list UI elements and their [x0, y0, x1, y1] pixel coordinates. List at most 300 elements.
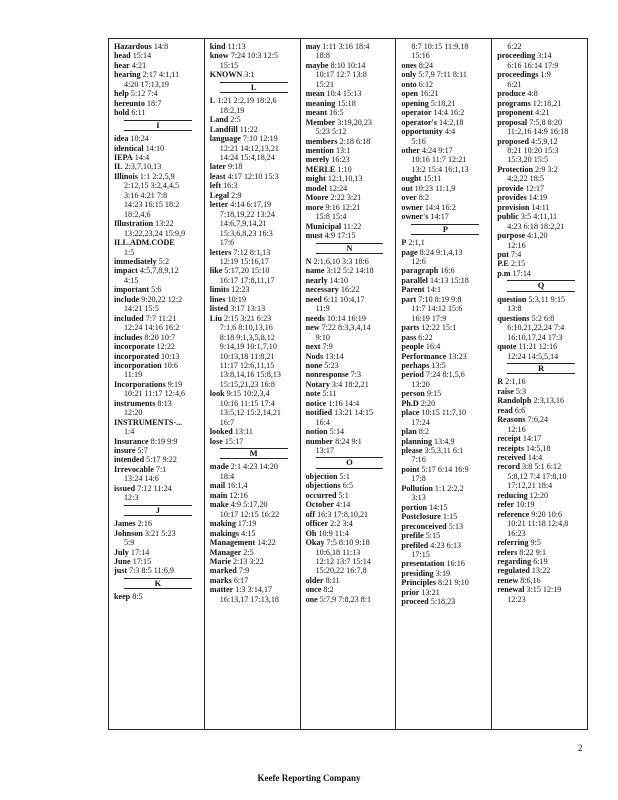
index-refs: 3:15 12:19	[526, 585, 562, 595]
index-entry	[401, 61, 489, 70]
index-refs: 4:20 17:13,19	[124, 79, 169, 89]
index-continuation	[401, 304, 489, 313]
index-refs: 4:23 6:13	[430, 540, 462, 550]
index-term: insure	[114, 446, 136, 456]
index-entry	[306, 118, 394, 127]
index-refs: 12:22	[156, 342, 175, 352]
index-term: impact	[114, 266, 138, 276]
index-term: incorporation	[114, 360, 162, 370]
index-entry	[401, 408, 489, 417]
index-continuation	[306, 127, 394, 136]
index-term: paragraph	[401, 266, 439, 276]
index-term: out	[401, 183, 413, 193]
index-entry	[210, 51, 298, 60]
index-continuation	[401, 165, 489, 174]
index-entry	[401, 295, 489, 304]
index-entry	[114, 134, 202, 143]
index-refs: 5:16	[411, 136, 426, 146]
index-refs: 2:20	[420, 398, 436, 408]
index-refs: 2:1,6,10 3:3 18:6	[313, 256, 369, 266]
index-entry	[497, 89, 585, 98]
index-entry	[306, 314, 394, 323]
index-refs: 15:15	[219, 60, 239, 70]
index-entry	[497, 434, 585, 443]
index-term: R	[497, 377, 504, 387]
index-term: needs	[305, 313, 325, 323]
index-continuation	[497, 61, 585, 70]
index-refs: 4:1,20	[527, 231, 548, 241]
index-entry	[210, 172, 298, 181]
index-refs: 10:4 15:13	[326, 89, 362, 99]
index-term: operator	[401, 108, 432, 118]
index-entry	[114, 557, 202, 566]
index-term: Okay	[305, 538, 325, 548]
index-term: one	[305, 594, 318, 604]
index-refs: 6:16 16:14 17:9	[507, 60, 559, 70]
index-continuation	[114, 229, 202, 238]
index-refs: 12:22 15:1	[421, 323, 457, 333]
index-term: Illustration	[114, 219, 154, 229]
index-refs: 12:12 13:7 15:14	[315, 557, 371, 567]
index-continuation	[306, 212, 394, 221]
index-refs: 8:11	[325, 575, 340, 585]
index-refs: 5:1	[339, 471, 350, 481]
index-refs: 10:15 11:7,10	[421, 408, 467, 418]
index-continuation	[114, 304, 202, 313]
index-entry	[210, 42, 298, 51]
index-entry	[306, 257, 394, 266]
index-term: owner's	[401, 212, 429, 222]
index-entry	[114, 238, 202, 247]
index-entry	[210, 437, 298, 446]
index-refs: 13:2 15:4 16:1,13	[411, 164, 469, 174]
index-entry	[306, 266, 394, 275]
index-term: know	[209, 51, 229, 61]
index-entry	[210, 266, 298, 275]
index-term: mail	[209, 481, 226, 491]
index-refs: 3:19	[435, 568, 451, 578]
index-entry	[401, 203, 489, 212]
index-refs: 2:17 4:1,11	[142, 70, 180, 80]
index-continuation	[210, 144, 298, 153]
index-entry	[497, 259, 585, 268]
index-term: INSTRUMENTS-...	[114, 417, 183, 427]
index-refs: 10:23 11:1,9	[414, 183, 456, 193]
index-refs: 17:19	[237, 519, 257, 529]
index-term: Ph.D	[401, 398, 419, 408]
index-entry	[210, 314, 298, 323]
index-continuation	[210, 510, 298, 519]
index-refs: 16:3	[223, 181, 238, 191]
index-entry	[306, 146, 394, 155]
index-term: least	[209, 171, 226, 181]
index-refs: 5:13	[448, 521, 464, 531]
index-refs: 14:19	[528, 193, 548, 203]
index-refs: 6:6	[514, 405, 526, 415]
letter-heading: N	[316, 243, 384, 254]
index-entry	[306, 222, 394, 231]
index-entry	[114, 257, 202, 266]
index-refs: 10:21 11:17 12:4,6	[124, 389, 186, 399]
index-entry	[114, 380, 202, 389]
index-refs: 15:11	[423, 174, 442, 184]
index-continuation	[401, 155, 489, 164]
index-entry	[497, 500, 585, 509]
index-entry	[497, 99, 585, 108]
index-refs: 10:19	[516, 500, 535, 510]
index-refs: 16:16	[446, 559, 465, 569]
index-refs: 13:1	[335, 145, 351, 155]
index-refs: 5:3	[515, 386, 527, 396]
index-term: Johnson	[114, 528, 143, 538]
index-entry	[401, 146, 489, 155]
index-refs: 2:15 3:21 6:23	[223, 313, 272, 323]
index-term: none	[305, 360, 323, 370]
index-refs: 2:3,13,16	[533, 396, 564, 406]
index-entry	[210, 557, 298, 566]
index-refs: 7:22 8:3,3,4,14	[321, 323, 371, 333]
index-refs: 13:20	[411, 379, 430, 389]
index-refs: 17:14	[130, 547, 150, 557]
index-refs: 3:13	[411, 493, 426, 503]
index-refs: 7:24 8:1,5,6	[425, 370, 465, 380]
index-entry	[401, 361, 489, 370]
index-refs: 16:1,4	[227, 481, 248, 491]
index-continuation	[401, 455, 489, 464]
letter-heading: J	[124, 505, 192, 516]
index-refs: 2:9	[231, 190, 242, 200]
index-entry	[401, 446, 489, 455]
index-entry	[306, 576, 394, 585]
index-term: read	[497, 405, 513, 415]
index-continuation	[114, 181, 202, 190]
index-term: instruments	[114, 398, 156, 408]
index-term: Irrevocable	[114, 464, 154, 474]
index-entry	[401, 127, 489, 136]
index-refs: 4:15	[241, 528, 256, 538]
index-term: regarding	[497, 557, 532, 567]
index-term: L	[209, 96, 216, 106]
index-refs: 12:6	[411, 256, 426, 266]
index-refs: 17:15	[132, 557, 152, 567]
index-refs: 1:5	[124, 247, 135, 257]
index-refs: 8:21 9:10	[438, 578, 469, 588]
index-entry	[306, 491, 394, 500]
index-refs: 12:21 14:12,13,21	[219, 143, 279, 153]
index-term: owner	[401, 202, 423, 212]
index-term: put	[497, 249, 509, 259]
index-refs: 11:2,16 14:9 16:18	[507, 127, 569, 137]
index-refs: 12:24	[328, 183, 348, 193]
index-term: hearing	[114, 70, 141, 80]
index-continuation	[497, 519, 585, 528]
index-refs: 14:10	[329, 275, 349, 285]
index-refs: 12:24 14:5,5,14	[507, 351, 559, 361]
index-term: opening	[401, 98, 429, 108]
index-entry	[401, 248, 489, 257]
index-term: questions	[497, 313, 530, 323]
index-refs: 8:21 10:20 15:3	[507, 145, 559, 155]
index-refs: 1:1 2:2,5,9	[139, 171, 175, 181]
index-refs: 13:11	[234, 427, 253, 437]
index-refs: 13:22	[531, 566, 551, 576]
index-entry	[401, 437, 489, 446]
index-term: receipt	[497, 434, 521, 444]
index-continuation	[114, 191, 202, 200]
index-entry	[401, 70, 489, 79]
index-term: includes	[114, 332, 143, 342]
index-refs: 13:21 14:15	[334, 408, 374, 418]
index-term: operator's	[401, 117, 437, 127]
index-refs: 8:6,16	[520, 575, 541, 585]
index-refs: 1:9	[540, 70, 551, 80]
index-refs: 6:10,21,22,24 7:4	[507, 323, 565, 333]
index-refs: 9:15 10:2,3,4	[226, 389, 270, 399]
index-refs: 15:8 15:4	[315, 212, 347, 222]
index-entry	[497, 51, 585, 60]
index-term: marked	[209, 566, 237, 576]
index-entry	[497, 118, 585, 127]
index-continuation	[306, 446, 394, 455]
index-term: like	[209, 266, 223, 276]
index-term: members	[305, 136, 338, 146]
index-continuation	[497, 333, 585, 342]
index-term: hear	[114, 60, 130, 70]
index-refs: 2:12,15 3:2,4,4,5	[124, 181, 180, 191]
index-term: Pollution	[401, 483, 433, 493]
index-term: onto	[401, 79, 417, 89]
index-refs: 13:24 14:6	[124, 474, 159, 484]
index-refs: 1:1 2:2,2	[434, 483, 464, 493]
index-entry	[114, 51, 202, 60]
index-term: Incorporations	[114, 379, 166, 389]
index-continuation	[401, 418, 489, 427]
index-continuation	[497, 323, 585, 332]
index-refs: 8:2	[323, 585, 334, 595]
index-refs: 15:15,21,23 16:8	[219, 379, 275, 389]
index-refs: 7:3	[350, 370, 361, 380]
index-entry	[306, 155, 394, 164]
index-refs: 16:17 17:8,11,17	[219, 275, 275, 285]
index-refs: 17:24	[411, 417, 430, 427]
index-refs: 18:7	[146, 98, 162, 108]
index-entry	[497, 491, 585, 500]
index-entry	[497, 453, 585, 462]
index-refs: 14:23 16:15 18:2	[124, 200, 180, 210]
index-refs: 4:23 6:18 18:2,21	[507, 221, 565, 231]
index-entry	[114, 437, 202, 446]
index-refs: 2:1 4:23 14:20	[230, 462, 278, 472]
index-entry	[306, 500, 394, 509]
index-term: Reasons	[497, 415, 526, 425]
index-term: left	[209, 181, 222, 191]
index-refs: 15:20,22 16:7,8	[315, 566, 367, 576]
index-term: Hazardous	[114, 42, 152, 51]
index-refs: 14:1	[426, 285, 442, 295]
index-continuation	[306, 566, 394, 575]
index-continuation	[497, 222, 585, 231]
index-refs: 7:9	[322, 342, 333, 352]
index-refs: 12:1,10,13	[327, 174, 363, 184]
index-refs: 15:16	[411, 51, 430, 61]
index-refs: 8:19 9:9	[150, 436, 178, 446]
index-entry	[497, 510, 585, 519]
index-refs: 16:4	[315, 417, 330, 427]
index-entry	[401, 342, 489, 351]
index-refs: 17:8	[411, 474, 426, 484]
index-term: raise	[497, 386, 514, 396]
index-continuation	[210, 153, 298, 162]
index-term: P.E	[497, 259, 509, 269]
index-entry	[306, 389, 394, 398]
footer-company: Keefe Reporting Company	[257, 773, 361, 783]
index-entry	[210, 585, 298, 594]
index-refs: 5:2	[158, 256, 170, 266]
index-entry	[306, 595, 394, 604]
index-term: refers	[497, 547, 518, 557]
index-continuation	[210, 380, 298, 389]
index-entry	[306, 408, 394, 417]
index-continuation	[210, 595, 298, 604]
index-refs: 14:4	[134, 152, 150, 162]
index-entry	[306, 276, 394, 285]
index-refs: 14:21 15:5	[124, 304, 159, 314]
index-refs: 14:24 15:4,18,24	[219, 152, 275, 162]
index-term: necessary	[305, 285, 339, 295]
index-continuation	[114, 493, 202, 502]
index-continuation	[401, 474, 489, 483]
index-refs: 7:18,19,22 13:24	[219, 209, 275, 219]
index-entry	[401, 174, 489, 183]
index-term: Protection	[497, 164, 533, 174]
index-entry	[497, 538, 585, 547]
index-continuation	[114, 210, 202, 219]
index-entry	[306, 203, 394, 212]
index-entry	[306, 193, 394, 202]
index-term: provide	[497, 183, 524, 193]
index-refs: 5:7	[137, 446, 148, 456]
index-continuation	[401, 314, 489, 323]
index-term: pass	[401, 332, 417, 342]
index-term: Land	[209, 115, 229, 125]
index-entry	[497, 137, 585, 146]
index-refs: 8:24	[418, 60, 434, 70]
index-entry	[401, 597, 489, 606]
index-entry	[114, 592, 202, 601]
index-refs: 6:11 10:4,17	[323, 294, 365, 304]
index-term: hold	[114, 108, 130, 118]
index-entry	[210, 462, 298, 471]
index-refs: 5:18,21	[430, 98, 456, 108]
index-refs: 1:16 14:4	[328, 398, 360, 408]
index-term: Marie	[209, 557, 231, 567]
index-refs: 2:16	[137, 519, 152, 529]
index-entry	[306, 99, 394, 108]
index-refs: 13:23	[448, 351, 467, 361]
index-term: made	[209, 462, 229, 472]
index-entry	[306, 352, 394, 361]
index-entry	[401, 285, 489, 294]
index-refs: 14:2,18	[438, 117, 464, 127]
index-entry	[210, 285, 298, 294]
index-entry	[306, 519, 394, 528]
index-term: record	[497, 462, 520, 472]
index-entry	[306, 370, 394, 379]
index-term: receipts	[497, 443, 525, 453]
index-entry	[114, 61, 202, 70]
index-refs: 4:21	[535, 108, 550, 118]
index-refs: 8:24 9:1	[335, 436, 362, 446]
index-term: matter	[209, 585, 234, 595]
index-refs: 13:21	[421, 587, 440, 597]
index-refs: 7:7 11:21	[145, 313, 177, 323]
index-refs: 12:23	[231, 285, 250, 295]
index-continuation	[497, 595, 585, 604]
index-refs: 9:15	[426, 389, 442, 399]
index-term: once	[305, 585, 322, 595]
index-entry	[497, 231, 585, 240]
index-refs: 3:1	[244, 70, 255, 80]
index-refs: 3:16 4:21 7:8	[124, 190, 168, 200]
index-entry	[401, 184, 489, 193]
index-entry	[401, 512, 489, 521]
index-refs: 7:10 8:19 9:8	[418, 294, 462, 304]
index-refs: 5:17,20 15:10	[224, 266, 270, 276]
index-term: main	[209, 490, 228, 500]
index-continuation	[210, 418, 298, 427]
index-entry	[401, 323, 489, 332]
index-refs: 4:21	[131, 60, 147, 70]
index-refs: 14:5,18	[526, 443, 551, 453]
index-entry	[210, 248, 298, 257]
index-refs: 2:18 6:18	[339, 136, 371, 146]
index-refs: 5:11	[322, 389, 337, 399]
index-entry	[401, 578, 489, 587]
index-term: proceedings	[497, 70, 539, 80]
index-continuation	[306, 304, 394, 313]
index-refs: 17:15	[411, 550, 430, 560]
index-entry	[497, 212, 585, 221]
index-refs: 14:10	[145, 143, 165, 153]
index-term: older	[305, 575, 324, 585]
index-term: language	[209, 134, 241, 144]
index-refs: 8:22 9:1	[519, 547, 547, 557]
index-continuation	[114, 80, 202, 89]
index-entry	[114, 172, 202, 181]
index-entry	[497, 415, 585, 424]
index-term: prior	[401, 587, 420, 597]
index-refs: 2:9 3:2	[535, 164, 558, 174]
index-entry	[114, 42, 202, 51]
index-entry	[114, 465, 202, 474]
index-entry	[497, 184, 585, 193]
index-refs: 15:18	[337, 98, 356, 108]
index-continuation	[114, 389, 202, 398]
index-refs: 6:21	[507, 79, 522, 89]
index-term: people	[401, 342, 424, 352]
index-refs: 14:22	[257, 538, 276, 548]
index-entry	[306, 437, 394, 446]
index-refs: 12:16	[229, 490, 248, 500]
index-term: proponent	[497, 108, 534, 118]
index-entry	[114, 361, 202, 370]
index-refs: 18:8	[315, 51, 330, 61]
index-refs: 5:8,12 7:4 17:8,10	[507, 471, 567, 481]
index-refs: 5:18,23	[430, 597, 456, 607]
index-entry	[306, 42, 394, 51]
index-refs: 8:13	[157, 398, 172, 408]
index-refs: 4:5,7,8,9,12	[139, 266, 179, 276]
